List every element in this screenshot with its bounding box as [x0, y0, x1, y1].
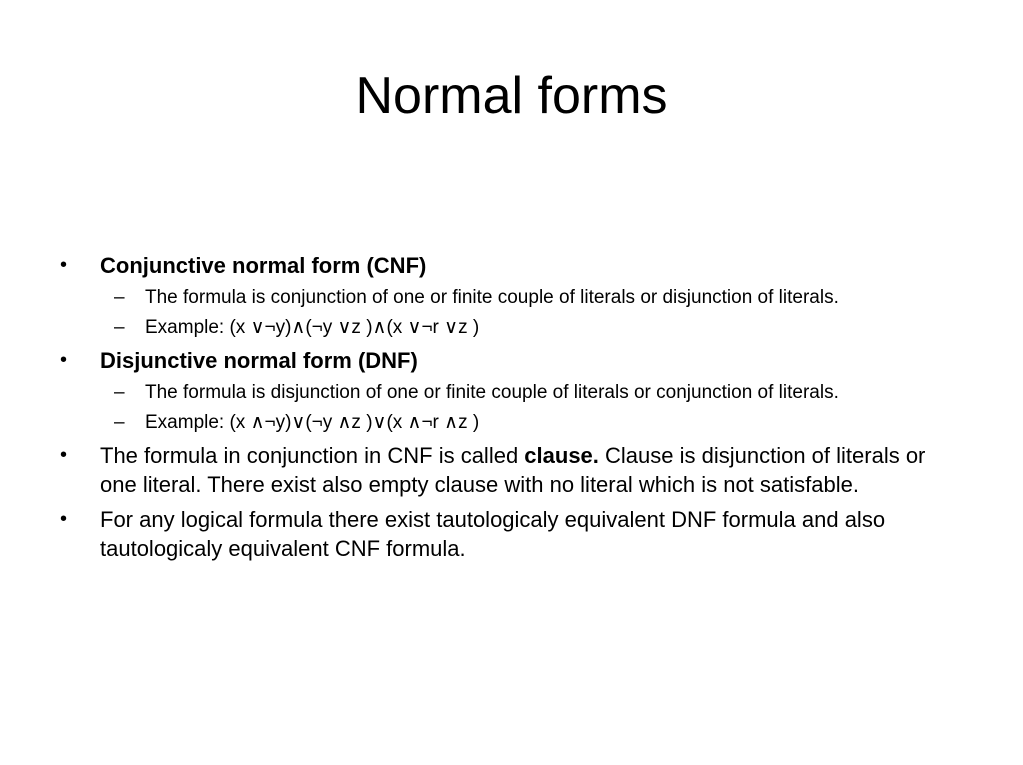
dnf-example [100, 411, 968, 435]
dnf-sublist [58, 381, 968, 435]
dash-marker: – [114, 412, 125, 433]
bullet-marker: • [60, 254, 68, 276]
cnf-definition-text: The formula is conjunction of one or finite couple of literals or disjunction of literals. [145, 287, 839, 308]
bullet-marker: • [60, 508, 68, 530]
bullet-equivalence [58, 505, 968, 563]
cnf-sublist [58, 286, 968, 340]
bullet-marker: • [60, 349, 68, 371]
dash-marker: – [114, 317, 125, 338]
cnf-example-text: Example: (x ∨¬y)∧(¬y ∨z )∧(x ∨¬r ∨z ) [145, 317, 480, 338]
equivalence-text: For any logical formula there exist tautologicaly equivalent DNF formula and also tautologicaly equivalent CNF formula. [100, 507, 886, 561]
slide-title: Normal forms [355, 67, 668, 125]
bullet-dnf [58, 346, 968, 375]
dnf-heading: Disjunctive normal form (DNF) [100, 348, 418, 373]
dnf-definition-text: The formula is disjunction of one or finite couple of literals or conjunction of literals. [145, 382, 839, 403]
cnf-example [100, 316, 968, 340]
bullet-clause [58, 441, 968, 499]
clause-term: clause. [524, 443, 599, 468]
cnf-definition [100, 286, 968, 310]
clause-text-after: Clause is disjunction of literals or one literal. There exist also empty clause with no literal which is not satisfable. [100, 443, 926, 497]
dnf-definition [100, 381, 968, 405]
cnf-heading: Conjunctive normal form (CNF) [100, 253, 427, 278]
dash-marker: – [114, 287, 125, 308]
dash-marker: – [114, 382, 125, 403]
clause-text-before: The formula in conjunction in CNF is called [100, 443, 525, 468]
slide-content [58, 251, 968, 569]
bullet-marker: • [60, 444, 68, 466]
dnf-example-text: Example: (x ∧¬y)∨(¬y ∧z )∨(x ∧¬r ∧z ) [145, 412, 480, 433]
bullet-cnf [58, 251, 968, 280]
